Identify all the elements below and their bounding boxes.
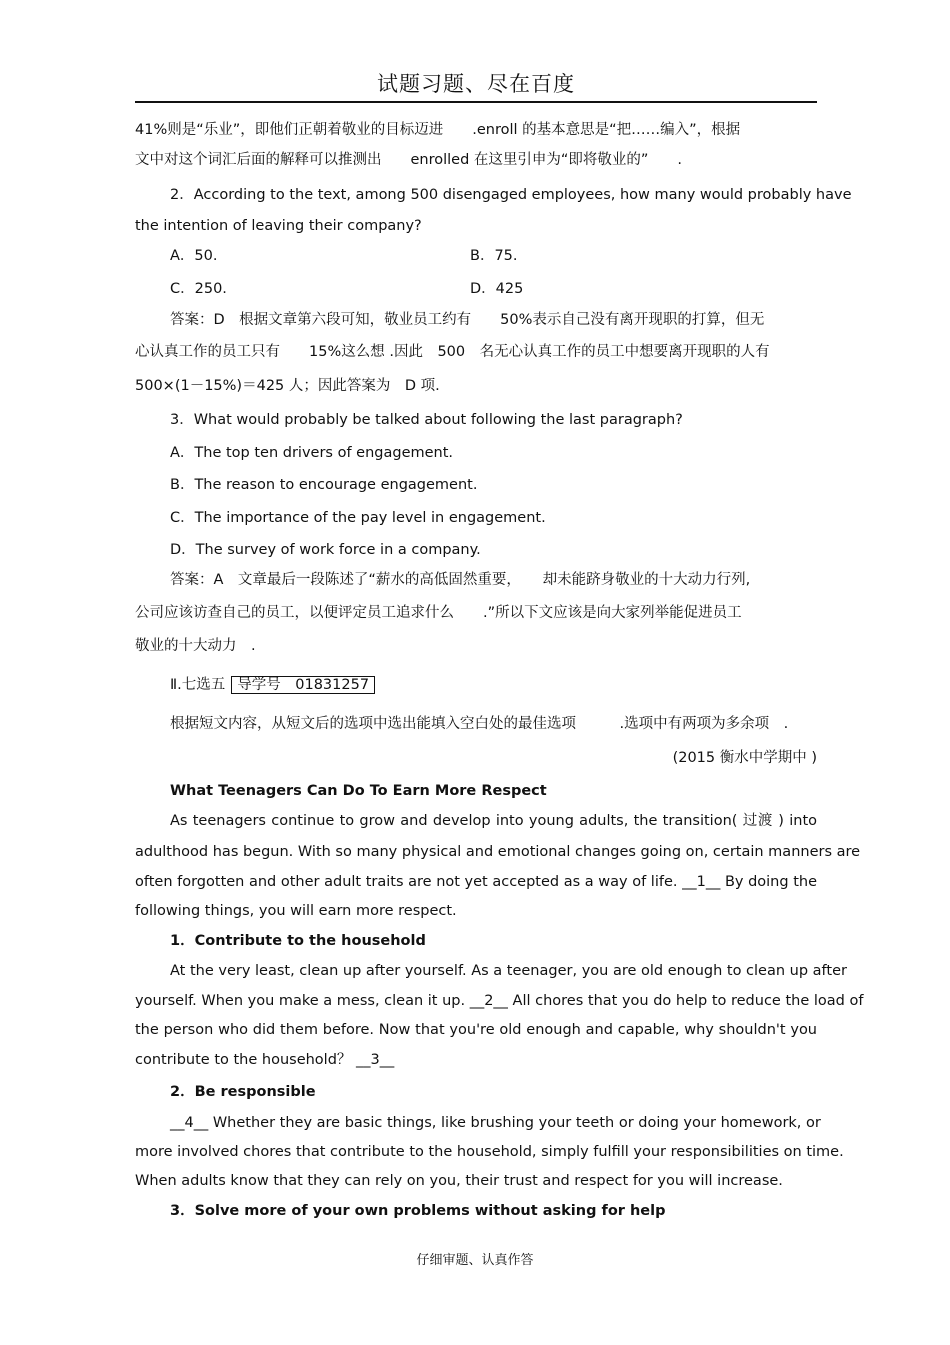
section-label: Ⅱ.七选五 [170, 677, 226, 693]
option-a: A．50. [170, 248, 218, 264]
option-d: D．425 [470, 281, 524, 297]
answer-line: 答案：A 文章最后一段陈述了“薪水的高低固然重要， 却未能跻身敬业的十大动力行列, [170, 572, 751, 588]
text-line: 敬业的十大动力 . [135, 638, 256, 654]
question-3: 3．What would probably be talked about following the last paragraph? [170, 412, 683, 428]
section-heading [170, 675, 817, 695]
option-row [170, 246, 817, 266]
text-line: 公司应该访查自己的员工，以便评定员工追求什么 .”所以下文应该是向大家列举能促进员工 [135, 605, 742, 621]
passage-line: contribute to the household？ __3__ [135, 1052, 395, 1068]
passage-line: adulthood has begun. With so many physical and emotional changes going on, certain manners are [135, 844, 861, 860]
passage-title: What Teenagers Can Do To Earn More Respect [170, 783, 547, 799]
text-line: 心认真工作的员工只有 15%这么想 .因此 500 名无心认真工作的员工中想要离开现职的人有 [135, 344, 770, 360]
option-c: C．250. [170, 281, 227, 297]
option-c: C．The importance of the pay level in engagement. [170, 510, 546, 526]
passage-line: following things, you will earn more respect. [135, 903, 457, 919]
passage-line: yourself. When you make a mess, clean it up. __2__ All chores that you do help to reduce the load of [135, 993, 864, 1009]
passage-line: more involved chores that contribute to the household, simply fulfill your responsibilities on time. [135, 1144, 844, 1160]
text-line: the intention of leaving their company? [135, 218, 422, 234]
option-a: A．The top ten drivers of engagement. [170, 445, 454, 461]
passage-line: often forgotten and other adult traits are not yet accepted as a way of life. __1__ By doing the [135, 874, 817, 890]
option-row [170, 279, 817, 299]
page-footer: 仔细审题、认真作答 [416, 1253, 534, 1268]
header-rule [135, 101, 817, 103]
passage-line: __4__ Whether they are basic things, like brushing your teeth or doing your homework, or [170, 1115, 821, 1131]
passage-line: the person who did them before. Now that you're old enough and capable, why shouldn't you [135, 1022, 817, 1038]
passage-line: At the very least, clean up after yourself. As a teenager, you are old enough to clean up after [170, 963, 847, 979]
source-note: (2015 衡水中学期中 ) [672, 750, 817, 766]
subheading-1: 1．Contribute to the household [170, 933, 426, 949]
guide-number-box: 导学号 01831257 [231, 676, 375, 694]
passage-line: When adults know that they can rely on you, their trust and respect for you will increase. [135, 1173, 783, 1189]
option-b: B．75. [470, 248, 518, 264]
question-2: 2．According to the text, among 500 disengaged employees, how many would probably have [170, 187, 852, 203]
page-header-title: 试题习题、尽在百度 [377, 72, 575, 96]
option-d: D．The survey of work force in a company. [170, 542, 481, 558]
text-line: 41%则是“乐业”，即他们正朝着敬业的目标迈进 .enroll 的基本意思是“把……编入”，根据 [135, 122, 741, 138]
answer-line: 答案：D 根据文章第六段可知，敬业员工约有 50%表示自己没有离开现职的打算，但无 [170, 312, 765, 328]
instructions: 根据短文内容，从短文后的选项中选出能填入空白处的最佳选项 .选项中有两项为多余项 . [170, 716, 789, 732]
subheading-3: 3．Solve more of your own problems without asking for help [170, 1203, 666, 1219]
text-line: 500×(1－15%)＝425 人；因此答案为 D 项. [135, 378, 440, 394]
subheading-2: 2．Be responsible [170, 1084, 316, 1100]
option-b: B．The reason to encourage engagement. [170, 477, 478, 493]
text-line: 文中对这个词汇后面的解释可以推测出 enrolled 在这里引申为“即将敬业的” . [135, 152, 683, 168]
passage-line: As teenagers continue to grow and develop into young adults, the transition( 过渡 ) into [170, 813, 817, 829]
